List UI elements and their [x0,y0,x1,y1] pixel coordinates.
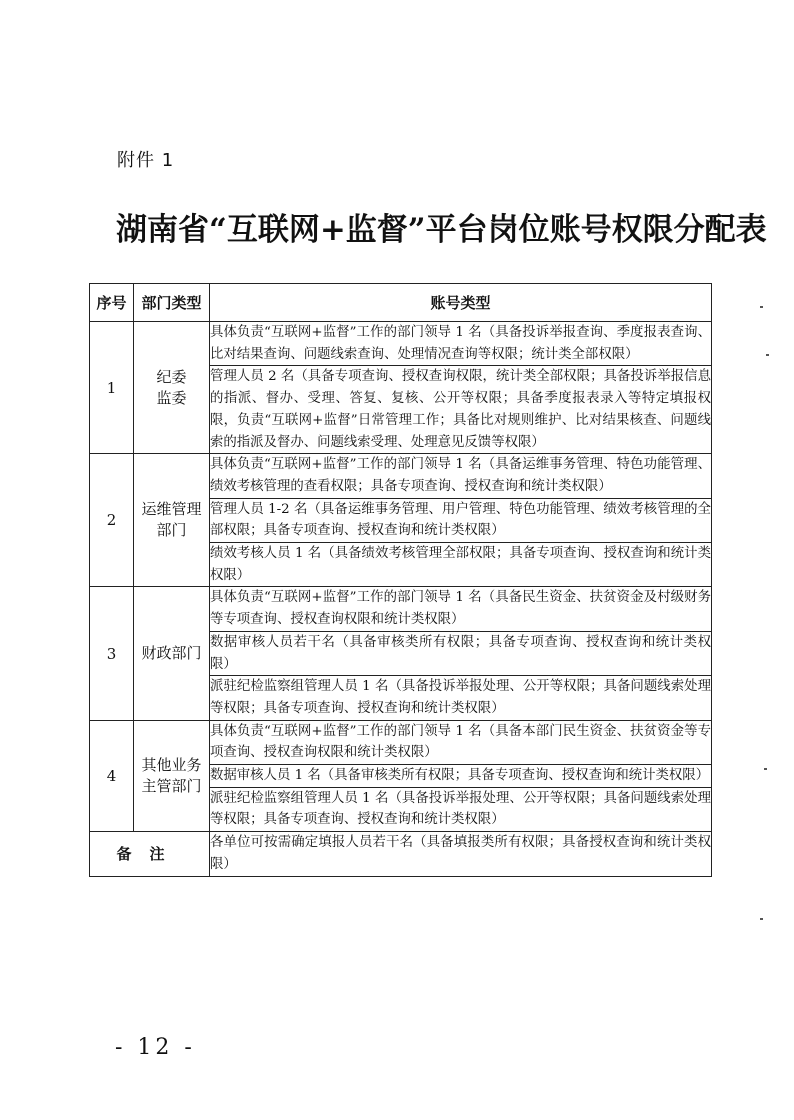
account-detail: 具体负责“互联网+监督”工作的部门领导 1 名（具备投诉举报查询、季度报表查询、比对结果查询、问题线索查询、处理情况查询等权限；统计类全部权限） [210,322,712,366]
row-dept: 纪委 监委 [134,322,210,454]
row-dept: 运维管理 部门 [134,454,210,587]
table-body [90,322,712,877]
header-dept: 部门类型 [134,284,210,322]
row-seq: 4 [90,720,134,832]
table-row [90,720,712,764]
account-detail: 具体负责“互联网+监督”工作的部门领导 1 名（具备本部门民生资金、扶贫资金等专项查询、授权查询权限和统计类权限） [210,720,712,764]
row-seq: 3 [90,587,134,720]
row-seq: 1 [90,322,134,454]
account-detail: 管理人员 1-2 名（具备运维事务管理、用户管理、特色功能管理、绩效考核管理的全部权限；具备专项查询、授权查询和统计类权限） [210,498,712,542]
table-row [90,587,712,631]
page-number: - 12 - [115,1035,196,1060]
scan-speck [766,354,769,356]
table-header-row [90,284,712,322]
account-detail: 具体负责“互联网+监督”工作的部门领导 1 名（具备民生资金、扶贫资金及村级财务等专项查询、授权查询权限和统计类权限） [210,587,712,631]
account-detail: 数据审核人员 1 名（具备审核类所有权限；具备专项查询、授权查询和统计类权限） [210,765,712,788]
row-dept: 财政部门 [134,587,210,720]
header-seq: 序号 [90,284,134,322]
account-detail: 派驻纪检监察组管理人员 1 名（具备投诉举报处理、公开等权限；具备问题线索处理等权限；具备专项查询、授权查询和统计类权限） [210,787,712,831]
account-detail: 管理人员 2 名（具备专项查询、授权查询权限，统计类全部权限；具备投诉举报信息的指派、督办、受理、答复、复核、公开等权限；具备季度报表录入等特定填报权限，负责“互联网+监督”日常管理工作；具备比对规则维护、比对结果核查、问题线索的指派及督办、问题线索受理、处理意见反馈等权限） [210,366,712,454]
row-seq: 2 [90,454,134,587]
header-account: 账号类型 [210,284,712,322]
table-row [90,322,712,366]
account-detail: 具体负责“互联网+监督”工作的部门领导 1 名（具备运维事务管理、特色功能管理、绩效考核管理的查看权限；具备专项查询、授权查询和统计类权限） [210,454,712,498]
row-dept: 其他业务 主管部门 [134,720,210,832]
scan-speck [760,918,763,920]
scan-speck [764,768,767,770]
scan-speck [760,306,763,308]
remark-row [90,832,712,876]
remark-text: 各单位可按需确定填报人员若干名（具备填报类所有权限；具备授权查询和统计类权限） [210,832,712,876]
remark-label: 备注 [90,832,210,876]
permission-table [89,283,712,877]
document-title: 湖南省“互联网+监督”平台岗位账号权限分配表 [116,212,767,248]
table-row [90,454,712,498]
attachment-label: 附件 1 [117,150,175,171]
account-detail: 派驻纪检监察组管理人员 1 名（具备投诉举报处理、公开等权限；具备问题线索处理等权限；具备专项查询、授权查询和统计类权限） [210,676,712,720]
account-detail: 绩效考核人员 1 名（具备绩效考核管理全部权限；具备专项查询、授权查询和统计类权限） [210,543,712,587]
account-detail: 数据审核人员若干名（具备审核类所有权限；具备专项查询、授权查询和统计类权限） [210,631,712,675]
